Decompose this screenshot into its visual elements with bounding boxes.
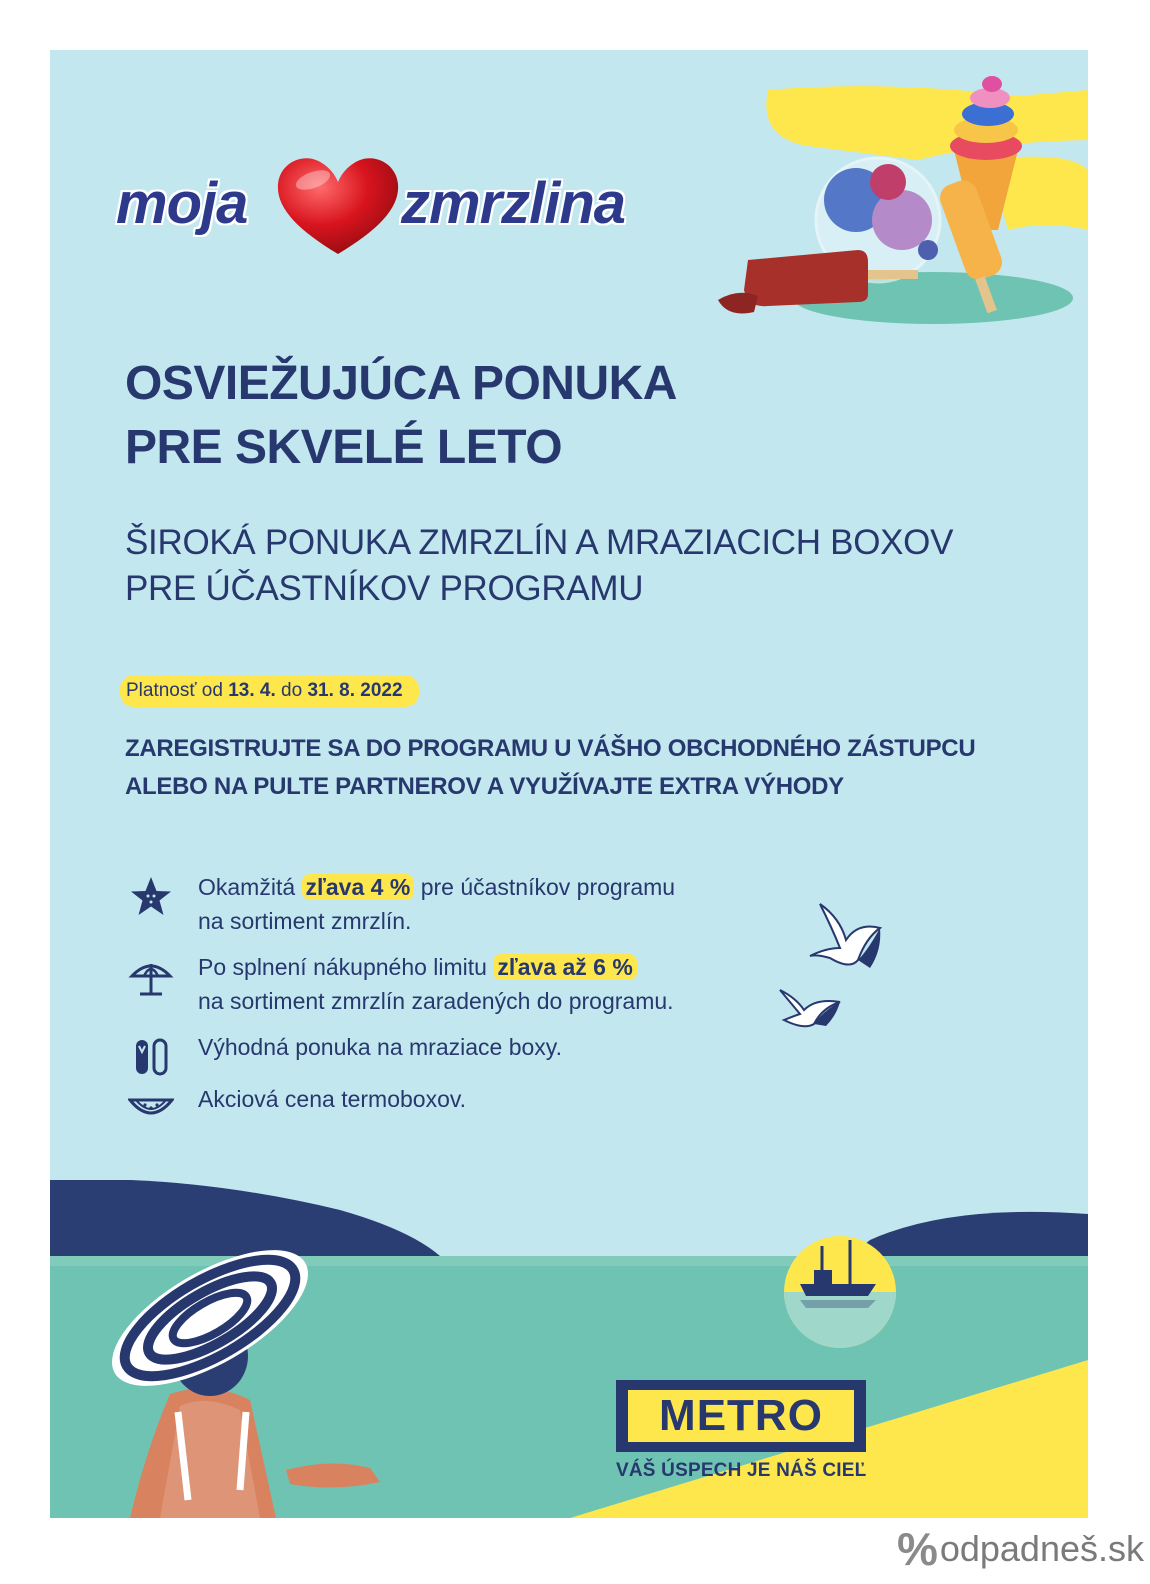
- validity-from: 13. 4.: [228, 680, 276, 701]
- metro-logo-text: METRO: [628, 1390, 854, 1442]
- logo-word-zmrzlina: zmrzlina: [401, 171, 626, 236]
- benefit-1-highlight: zľava 4 %: [302, 874, 415, 900]
- subheadline-line-2: PRE ÚČASTNÍKOV PROGRAMU: [125, 569, 644, 608]
- benefit-list: [128, 870, 828, 1114]
- benefit-1-before: Okamžitá: [198, 874, 296, 900]
- subheadline: [125, 520, 953, 612]
- benefit-2-highlight: zľava až 6 %: [493, 954, 636, 980]
- beach-scene-illustration: [50, 1180, 1088, 1518]
- metro-logo: [616, 1380, 866, 1452]
- benefit-item: [128, 870, 828, 946]
- watermelon-icon: [128, 1086, 174, 1132]
- umbrella-icon: [128, 954, 174, 1000]
- page-title: [125, 352, 677, 480]
- heart-icon: [268, 150, 408, 260]
- headline-line-2: PRE SKVELÉ LETO: [125, 421, 563, 474]
- logo-word-moja: moja: [116, 171, 248, 236]
- validity-prefix: Platnosť od: [126, 680, 223, 701]
- benefit-item: [128, 950, 828, 1026]
- subheadline-line-1: ŠIROKÁ PONUKA ZMRZLÍN A MRAZIACICH BOXOV: [125, 523, 954, 562]
- validity-badge: [120, 675, 419, 707]
- validity-middle: do: [281, 680, 303, 701]
- benefit-2-line2: na sortiment zmrzlín zaradených do programu.: [198, 988, 674, 1014]
- benefit-3-text: Výhodná ponuka na mraziace boxy.: [198, 1034, 562, 1060]
- validity-to: 31. 8. 2022: [307, 680, 403, 701]
- benefit-1-after: pre účastníkov programu: [420, 874, 676, 900]
- brand-tagline: VÁŠ ÚSPECH JE NÁŠ CIEĽ: [616, 1460, 867, 1481]
- register-line-2: ALEBO NA PULTE PARTNEROV A VYUŽÍVAJTE EXTRA VÝHODY: [125, 773, 844, 800]
- headline-line-1: OSVIEŽUJÚCA PONUKA: [125, 357, 677, 410]
- register-callout: [125, 730, 975, 806]
- benefit-4-text: Akciová cena termoboxov.: [198, 1086, 467, 1112]
- watermark-text: odpadneš.sk: [939, 1528, 1144, 1569]
- benefit-item: [128, 1082, 828, 1122]
- poster: [50, 50, 1088, 1518]
- register-line-1: ZAREGISTRUJTE SA DO PROGRAMU U VÁŠHO OBCHODNÉHO ZÁSTUPCU: [125, 735, 976, 762]
- flip-flops-icon: [128, 1034, 174, 1080]
- watermark-percent-icon: %: [896, 1523, 938, 1575]
- benefit-1-line2: na sortiment zmrzlín.: [198, 908, 412, 934]
- odpadnes-watermark: [897, 1524, 1144, 1574]
- moja-zmrzlina-logo: [116, 160, 676, 270]
- benefit-item: [128, 1030, 828, 1082]
- seagulls-illustration: [770, 898, 890, 1038]
- ice-cream-illustration: [688, 50, 1088, 340]
- star-icon: [128, 874, 174, 920]
- benefit-2-before: Po splnení nákupného limitu: [198, 954, 487, 980]
